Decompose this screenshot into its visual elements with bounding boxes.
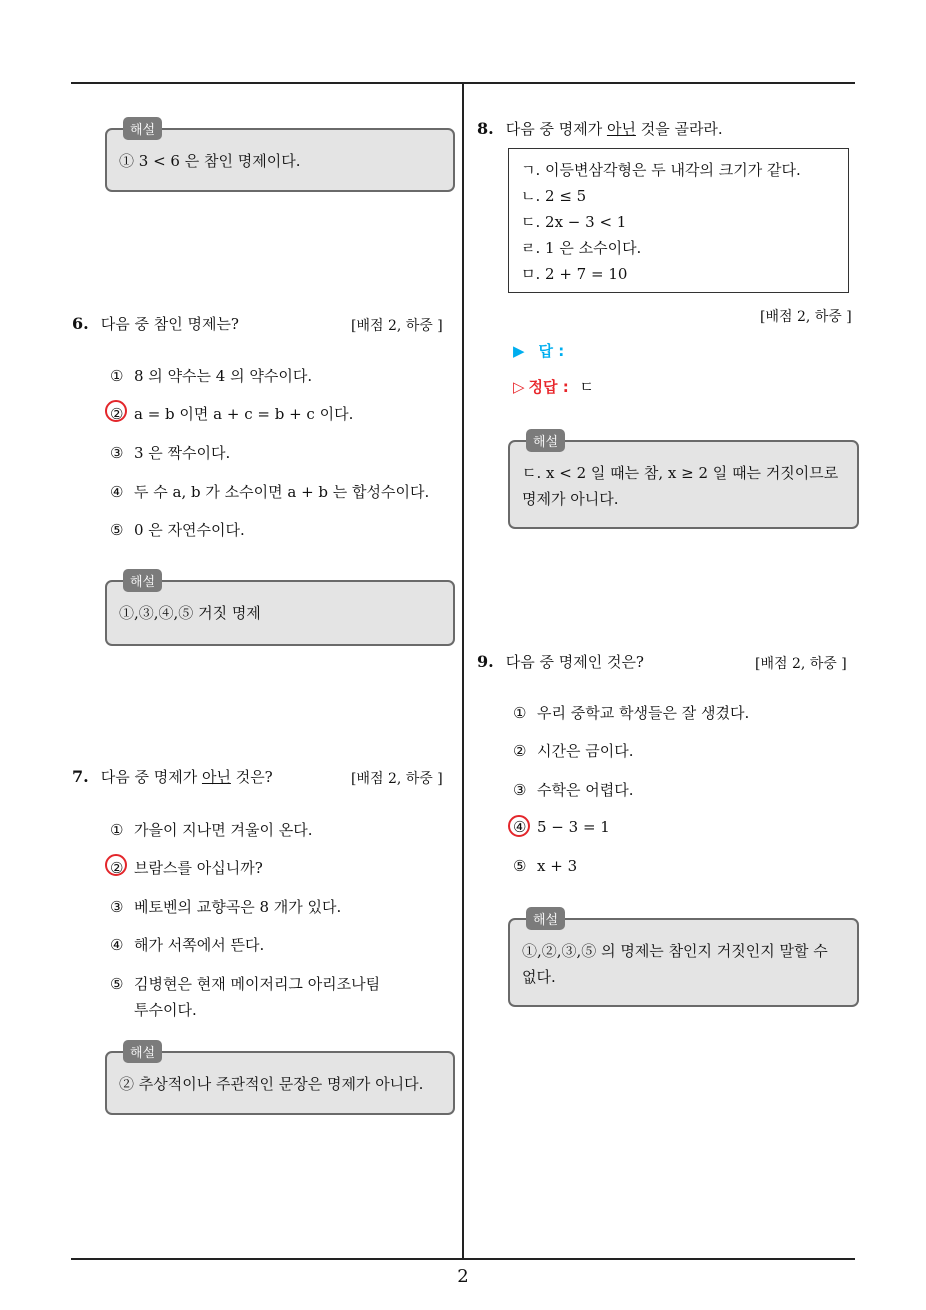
q9-option-3[interactable] <box>513 779 633 800</box>
answer-label: 답 : <box>538 342 565 360</box>
q9-score: [배점 2, 하중 ] <box>755 656 847 672</box>
q9-solution-box <box>508 913 859 1007</box>
prev-solution-box <box>105 123 455 192</box>
q6-option-2[interactable] <box>110 403 353 424</box>
q8-correct-line <box>513 376 594 397</box>
q6-question: 다음 중 참인 명제는? <box>100 315 239 333</box>
q6-option-5[interactable] <box>110 519 245 540</box>
q8-question-underlined: 아닌 <box>606 120 636 138</box>
option-mark: ⑤ <box>110 975 124 993</box>
option-mark: ① <box>513 704 527 722</box>
solution-tag: 해설 <box>123 117 162 140</box>
q8-item-1: ㄱ. 이등변삼각형은 두 내각의 크기가 같다. <box>521 161 801 179</box>
q7-question: 다음 중 명제가 <box>100 768 202 786</box>
option-text: 5 − 3 = 1 <box>537 818 610 836</box>
q9-heading <box>477 651 644 672</box>
option-mark: ② <box>110 405 124 423</box>
solution-tag: 해설 <box>526 429 565 452</box>
q7-option-3[interactable] <box>110 896 341 917</box>
solution-text: ㄷ. x < 2 일 때는 참, x ≥ 2 일 때는 거짓이므로 명제가 아니다. <box>522 464 839 508</box>
q7-score: [배점 2, 하중 ] <box>351 771 443 787</box>
option-text: 시간은 금이다. <box>537 742 634 760</box>
column-divider <box>462 83 464 1259</box>
selected-answer-circle-icon <box>105 400 127 422</box>
bottom-rule <box>71 1258 855 1260</box>
outline-triangle-icon: ▷ <box>513 378 525 396</box>
q6-heading <box>72 313 239 334</box>
q8-item-2: ㄴ. 2 ≤ 5 <box>521 187 587 205</box>
option-text: 8 의 약수는 4 의 약수이다. <box>134 367 313 385</box>
option-text: 브람스를 아십니까? <box>134 859 263 877</box>
q9-number: 9. <box>477 652 494 671</box>
selected-answer-circle-icon <box>508 815 530 837</box>
q6-option-4[interactable] <box>110 481 429 502</box>
q9-option-5[interactable] <box>513 857 577 875</box>
option-text: 김병현은 현재 메이저리그 아리조나팀 <box>134 975 381 993</box>
q7-number: 7. <box>72 767 89 786</box>
q7-heading <box>72 766 273 787</box>
option-text: 3 은 짝수이다. <box>134 444 231 462</box>
solution-tag: 해설 <box>123 1040 162 1063</box>
option-mark: ④ <box>110 936 124 954</box>
solution-tag: 해설 <box>526 907 565 930</box>
solution-text: ①,②,③,⑤ 의 명제는 참인지 거짓인지 말할 수 없다. <box>522 942 828 986</box>
option-text: x + 3 <box>537 857 578 875</box>
option-text: 수학은 어렵다. <box>537 781 634 799</box>
q8-heading <box>477 118 723 139</box>
solution-tag: 해설 <box>123 569 162 592</box>
option-mark: ② <box>110 859 124 877</box>
q9-option-1[interactable] <box>513 702 749 723</box>
q8-question: 다음 중 명제가 <box>505 120 607 138</box>
q8-items-box <box>508 148 849 293</box>
page-number: 2 <box>457 1266 469 1287</box>
option-mark: ④ <box>110 483 124 501</box>
q9-option-2[interactable] <box>513 740 633 761</box>
q7-option-5[interactable] <box>110 973 380 994</box>
q6-score: [배점 2, 하중 ] <box>351 318 443 334</box>
q9-question: 다음 중 명제인 것은? <box>505 653 644 671</box>
option-mark: ① <box>110 821 124 839</box>
q8-item-4: ㄹ. 1 은 소수이다. <box>521 239 642 257</box>
option-mark: ① <box>110 367 124 385</box>
option-mark: ② <box>513 742 527 760</box>
option-text: 해가 서쪽에서 뜬다. <box>134 936 265 954</box>
q6-option-1[interactable] <box>110 365 312 386</box>
q7-option-2[interactable] <box>110 857 263 878</box>
correct-label: 정답 : <box>528 378 569 396</box>
option-text: 베토벤의 교향곡은 8 개가 있다. <box>134 898 342 916</box>
option-mark: ④ <box>513 818 527 836</box>
q6-number: 6. <box>72 314 89 333</box>
selected-answer-circle-icon <box>105 854 127 876</box>
option-mark: ⑤ <box>513 857 527 875</box>
option-mark: ③ <box>110 898 124 916</box>
solution-text: ① 3 < 6 은 참인 명제이다. <box>119 152 301 170</box>
q8-score: [배점 2, 하중 ] <box>760 309 852 325</box>
q8-number: 8. <box>477 119 494 138</box>
option-mark: ③ <box>110 444 124 462</box>
option-mark: ③ <box>513 781 527 799</box>
option-text: 두 수 a, b 가 소수이면 a + b 는 합성수이다. <box>134 483 430 501</box>
q7-option-4[interactable] <box>110 934 264 955</box>
option-mark: ⑤ <box>110 521 124 539</box>
q7-question-underlined: 아닌 <box>201 768 231 786</box>
q7-option-1[interactable] <box>110 819 312 840</box>
q8-solution-box <box>508 435 859 529</box>
solution-text: ② 추상적이나 주관적인 문장은 명제가 아니다. <box>119 1075 424 1093</box>
option-text: 0 은 자연수이다. <box>134 521 245 539</box>
q8-answer-line[interactable] <box>513 340 564 361</box>
option-text: 우리 중학교 학생들은 잘 생겼다. <box>537 704 750 722</box>
q6-solution-box <box>105 575 455 646</box>
q6-option-3[interactable] <box>110 442 230 463</box>
option-text: a = b 이면 a + c = b + c 이다. <box>134 405 354 423</box>
q7-option-5-continued: 투수이다. <box>134 1001 197 1019</box>
q8-item-3: ㄷ. 2x − 3 < 1 <box>521 213 627 231</box>
option-text: 가을이 지나면 겨울이 온다. <box>134 821 313 839</box>
q8-question-end: 것을 골라라. <box>635 120 723 138</box>
play-triangle-icon: ▶ <box>513 342 525 360</box>
correct-value: ㄷ <box>579 378 595 396</box>
q7-question-end: 것은? <box>230 768 273 786</box>
q7-solution-box <box>105 1046 455 1115</box>
solution-text: ①,③,④,⑤ 거짓 명제 <box>119 604 261 622</box>
q8-item-5: ㅁ. 2 + 7 = 10 <box>521 265 628 283</box>
